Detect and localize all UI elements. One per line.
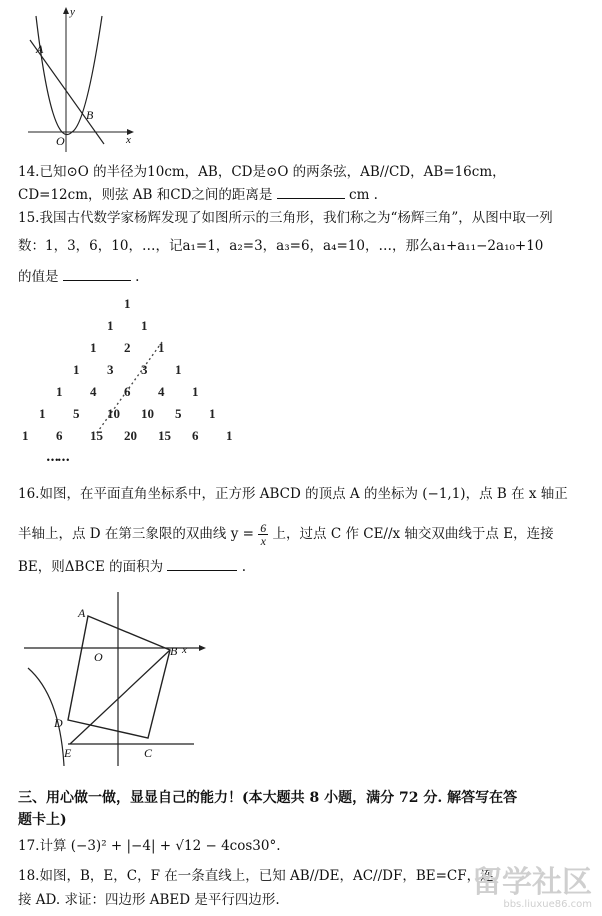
- q14-answer-blank[interactable]: [277, 184, 345, 199]
- square-hyperbola-figure: [20, 588, 210, 768]
- q16-line1: 16.如图，在平面直角坐标系中，正方形 ABCD 的顶点 A 的坐标为 (−1,1)，点 B 在 x 轴正: [18, 486, 568, 502]
- label-D: D: [54, 716, 63, 730]
- label-A: A: [78, 606, 86, 620]
- triangle-number: 15: [158, 428, 171, 443]
- frac-denominator: x: [260, 534, 266, 548]
- watermark-text: 留学社区: [472, 865, 592, 900]
- triangle-number: 1: [209, 406, 216, 421]
- triangle-number: 4: [90, 384, 97, 399]
- yanghui-triangle: [10, 292, 250, 472]
- label-x: x: [182, 644, 187, 656]
- triangle-number: 1: [192, 384, 199, 399]
- diagonal-dotted-line: [10, 292, 250, 472]
- q14-unit: cm .: [349, 187, 378, 203]
- triangle-number: 1: [39, 406, 46, 421]
- watermark-logo: [472, 867, 592, 910]
- triangle-number: 1: [158, 340, 165, 355]
- q16-line2: [18, 522, 554, 547]
- triangle-number: 2: [124, 340, 131, 355]
- triangle-number: 3: [141, 362, 148, 377]
- q15-answer-blank[interactable]: [63, 266, 131, 281]
- watermark-url: bbs.liuxue86.com: [503, 899, 592, 910]
- triangle-number: 6: [124, 384, 131, 399]
- triangle-number: 1: [175, 362, 182, 377]
- label-E: E: [64, 746, 72, 760]
- q15-line1: 15.我国古代数学家杨辉发现了如图所示的三角形，我们称之为“杨辉三角”，从图中取一列: [18, 210, 553, 226]
- triangle-number: 4: [158, 384, 165, 399]
- q15-period: .: [135, 269, 140, 285]
- q14-line1: 14.已知⊙O 的半径为10cm，AB，CD是⊙O 的两条弦，AB//CD，AB=16cm，: [18, 164, 506, 180]
- fraction-6-over-x: [258, 522, 268, 547]
- q16-line3: [18, 556, 246, 577]
- triangle-number: 1: [107, 318, 114, 333]
- q16-text-a: 半轴上，点 D 在第三象限的双曲线 y =: [18, 526, 254, 542]
- triangle-number: 1: [22, 428, 29, 443]
- label-C: C: [144, 746, 153, 760]
- label-O: O: [94, 650, 103, 664]
- q14-text: CD=12cm，则弦 AB 和CD之间的距离是: [18, 187, 273, 203]
- triangle-number: 6: [192, 428, 199, 443]
- q16-text-c: BE，则ΔBCE 的面积为: [18, 559, 164, 575]
- triangle-number: 1: [226, 428, 233, 443]
- section-3-heading-line1: 三、用心做一做，显显自己的能力！(本大题共 8 小题，满分 72 分. 解答写在答: [18, 790, 518, 806]
- triangle-number: 5: [73, 406, 80, 421]
- triangle-number: 1: [141, 318, 148, 333]
- q16-text-b: 上，过点 C 作 CE//x 轴交双曲线于点 E，连接: [272, 526, 554, 542]
- triangle-number: 15: [90, 428, 103, 443]
- q16-answer-blank[interactable]: [167, 556, 237, 571]
- label-B: B: [86, 108, 94, 122]
- triangle-number: 1: [90, 340, 97, 355]
- q15-line2: 数：1，3，6，10，…，记a₁=1，a₂=3，a₃=6，a₄=10，…，那么a₁+a₁₁−2a₁₀+10: [18, 238, 544, 254]
- label-y: y: [70, 6, 75, 18]
- label-A: A: [36, 42, 44, 56]
- label-O: O: [56, 134, 65, 148]
- q14-line2: [18, 184, 378, 205]
- triangle-number: 3: [107, 362, 114, 377]
- q15-line3: [18, 266, 139, 287]
- q15-text: 的值是: [18, 269, 59, 285]
- q16-period: .: [241, 559, 247, 575]
- q18-line1: 18.如图，B，E，C，F 在一条直线上，已知 AB//DE，AC//DF，BE=CF，连: [18, 868, 494, 884]
- frac-numerator: 6: [260, 521, 267, 535]
- triangle-number: 10: [141, 406, 154, 421]
- parabola-figure: [22, 4, 142, 154]
- triangle-number: 6: [56, 428, 63, 443]
- q18-line2: 接 AD. 求证：四边形 ABED 是平行四边形.: [18, 892, 280, 908]
- label-x: x: [126, 134, 131, 146]
- triangle-number: 1: [56, 384, 63, 399]
- triangle-ellipsis: ……: [46, 450, 68, 465]
- triangle-number: 5: [175, 406, 182, 421]
- q17: 17.计算 (−3)² + |−4| + √12 − 4cos30°.: [18, 838, 281, 854]
- triangle-number: 20: [124, 428, 137, 443]
- triangle-number: 1: [73, 362, 80, 377]
- label-B: B: [170, 644, 178, 658]
- triangle-number: 10: [107, 406, 120, 421]
- section-3-heading-line2: 题卡上): [18, 812, 67, 828]
- triangle-number: 1: [124, 296, 131, 311]
